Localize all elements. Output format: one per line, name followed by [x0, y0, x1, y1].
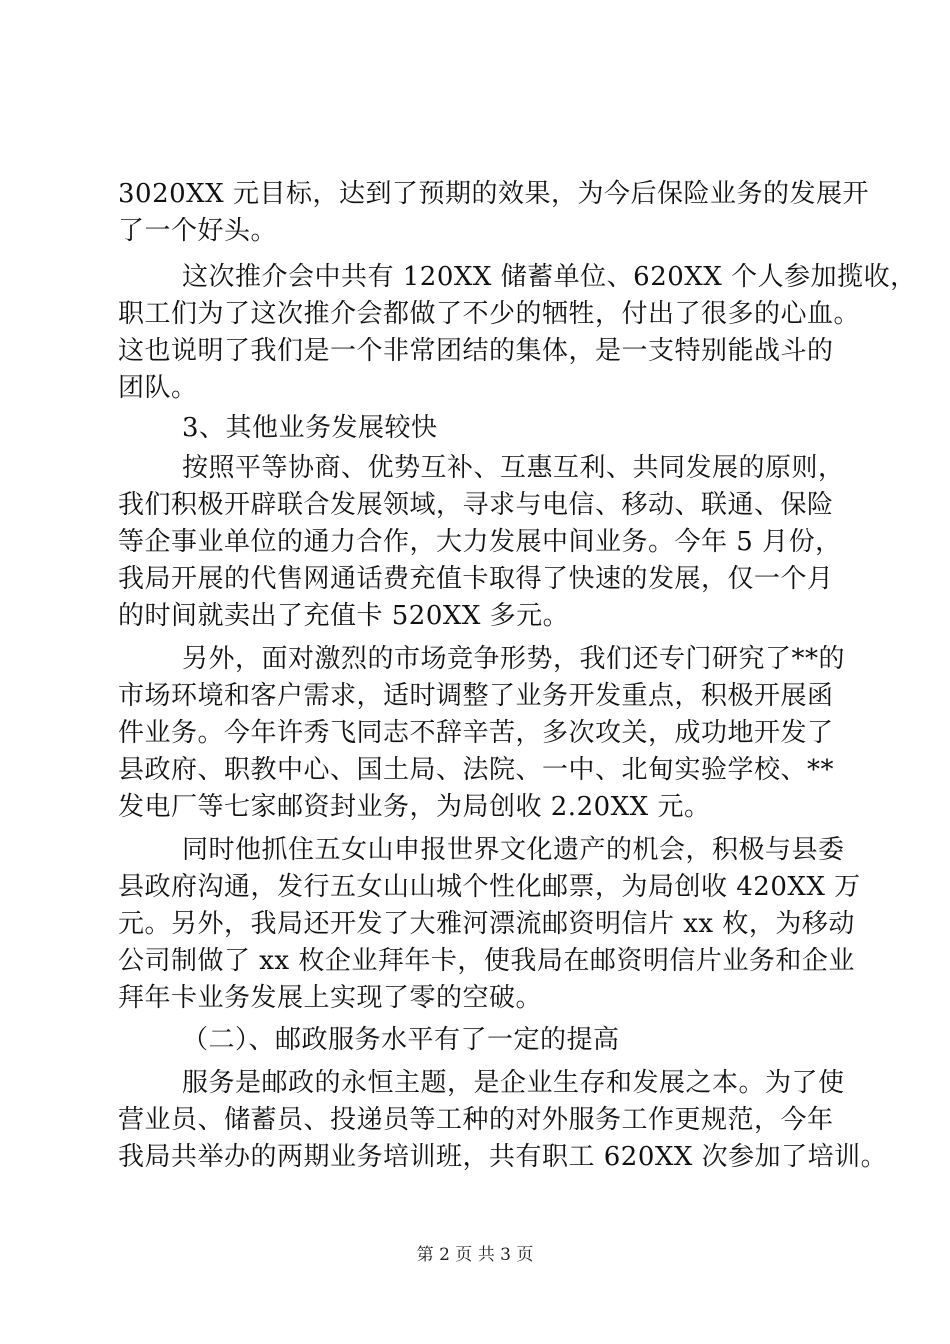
- section-heading: （二）、邮政服务水平有了一定的提高: [182, 1025, 620, 1055]
- section-heading: 3、其他业务发展较快: [182, 413, 438, 443]
- text-line: 同时他抓住五女山申报世界文化遗产的机会，积极与县委: [182, 835, 845, 865]
- text-line: 这也说明了我们是一个非常团结的集体，是一支特别能战斗的: [118, 336, 834, 366]
- text-line: 我们积极开辟联合发展领域，寻求与电信、移动、联通、保险: [118, 490, 834, 520]
- text-line: 了一个好头。: [118, 216, 278, 246]
- text-line: 发电厂等七家邮资封业务，为局创收 2.20XX 元。: [118, 792, 711, 822]
- text-line: 件业务。今年许秀飞同志不辞辛苦，多次攻关，成功地开发了: [118, 718, 834, 748]
- text-line: 另外，面对激烈的市场竞争形势，我们还专门研究了**的: [182, 644, 846, 674]
- text-line: 公司制做了 xx 枚企业拜年卡，使我局在邮资明信片业务和企业: [118, 946, 855, 976]
- text-line: 的时间就卖出了充值卡 520XX 多元。: [118, 601, 570, 631]
- text-line: 市场环境和客户需求，适时调整了业务开发重点，积极开展函: [118, 681, 834, 711]
- page-footer: 第 2 页 共 3 页: [416, 1245, 534, 1265]
- text-line: 等企事业单位的通力合作，大力发展中间业务。今年 5 月份，: [118, 527, 842, 557]
- text-line: 我局开展的代售网通话费充值卡取得了快速的发展，仅一个月: [118, 564, 834, 594]
- text-line: 这次推介会中共有 120XX 储蓄单位、620XX 个人参加揽收，: [182, 262, 917, 292]
- text-line: 营业员、储蓄员、投递员等工种的对外服务工作更规范，今年: [118, 1105, 834, 1135]
- text-line: 元。另外，我局还开发了大雅河漂流邮资明信片 xx 枚，为移动: [118, 909, 855, 939]
- text-line: 按照平等协商、优势互补、互惠互利、共同发展的原则，: [182, 453, 845, 483]
- text-line: 3020XX 元目标，达到了预期的效果，为今后保险业务的发展开: [118, 179, 869, 209]
- text-line: 服务是邮政的永恒主题，是企业生存和发展之本。为了使: [182, 1068, 845, 1098]
- text-line: 我局共举办的两期业务培训班，共有职工 620XX 次参加了培训。: [118, 1142, 888, 1172]
- text-line: 县政府、职教中心、国土局、法院、一中、北甸实验学校、**: [118, 755, 835, 785]
- text-line: 团队。: [118, 373, 198, 403]
- text-line: 职工们为了这次推介会都做了不少的牺牲，付出了很多的心血。: [118, 299, 861, 329]
- text-line: 拜年卡业务发展上实现了零的空破。: [118, 983, 543, 1013]
- text-line: 县政府沟通，发行五女山山城个性化邮票，为局创收 420XX 万: [118, 872, 861, 902]
